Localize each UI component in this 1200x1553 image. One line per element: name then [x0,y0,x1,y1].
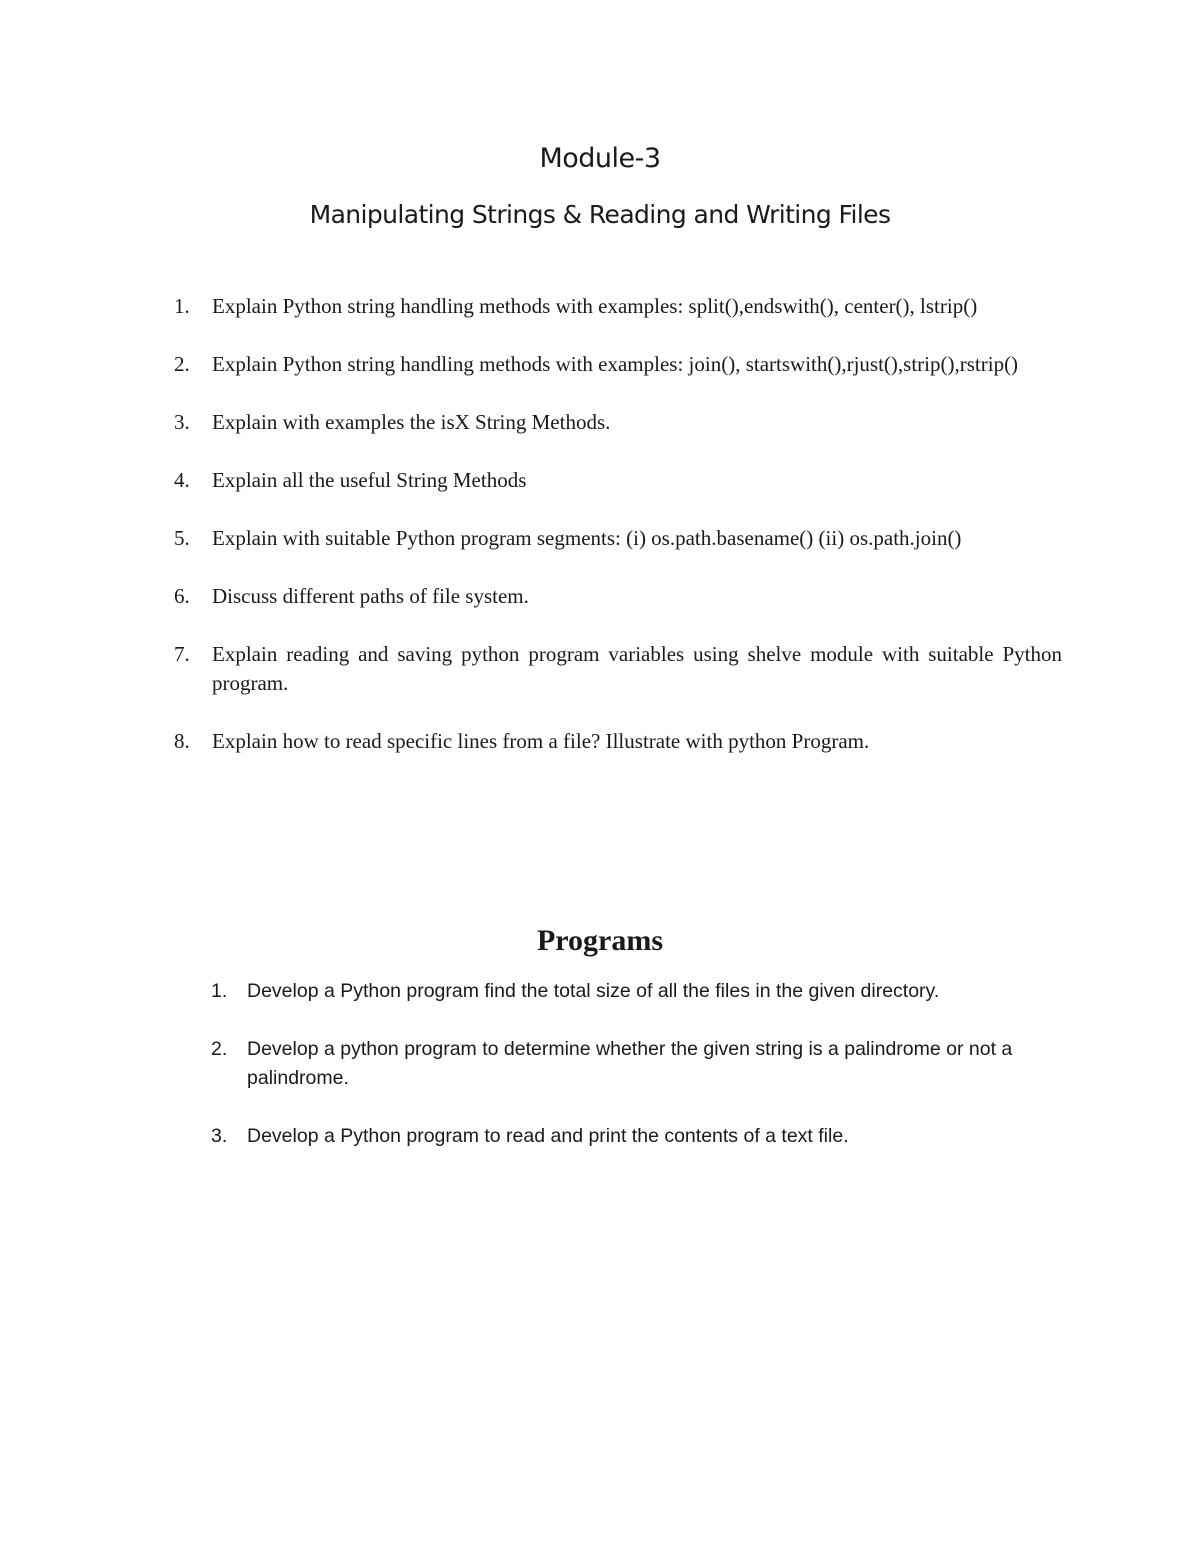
question-item [170,292,1062,321]
question-number: 6. [174,584,190,608]
question-text: Discuss different paths of file system. [212,584,529,608]
program-number: 2. [211,1038,228,1060]
programs-heading: Programs [536,924,664,957]
question-text: Explain reading and saving python program variables using shelve module with suitable Python program. [212,642,1062,695]
program-number: 3. [211,1125,228,1147]
program-text: Develop a Python program to read and print the contents of a text file. [247,1125,849,1147]
question-item [170,727,1062,756]
program-text: Develop a Python program find the total size of all the files in the given directory. [247,980,940,1002]
program-list [205,977,1055,1180]
question-text: Explain how to read specific lines from a file? Illustrate with python Program. [212,729,870,753]
question-item [170,408,1062,437]
question-text: Explain all the useful String Methods [212,468,527,492]
question-number: 5. [174,526,190,550]
question-item [170,524,1062,553]
question-item [170,640,1062,698]
question-list [170,292,1062,785]
question-number: 4. [174,468,190,492]
program-number: 1. [211,980,228,1002]
question-number: 2. [174,352,190,376]
question-text: Explain Python string handling methods with examples: split(),endswith(), center(), lstrip() [212,294,978,318]
question-text: Explain with suitable Python program segments: (i) os.path.basename() (ii) os.path.join() [212,526,962,550]
program-text: Develop a python program to determine whether the given string is a palindrome or not a palindrome. [247,1038,1013,1089]
program-item [205,1122,1055,1151]
question-number: 8. [174,729,190,753]
question-number: 7. [174,642,190,666]
question-number: 1. [174,294,190,318]
question-text: Explain with examples the isX String Methods. [212,410,611,434]
module-title: Module-3 [539,143,661,174]
program-item [205,977,1055,1006]
question-item [170,350,1062,379]
question-number: 3. [174,410,190,434]
question-item [170,582,1062,611]
module-subtitle: Manipulating Strings & Reading and Writing Files [309,200,891,229]
question-item [170,466,1062,495]
question-text: Explain Python string handling methods with examples: join(), startswith(),rjust(),strip(),rstrip() [212,352,1019,376]
program-item [205,1035,1055,1093]
